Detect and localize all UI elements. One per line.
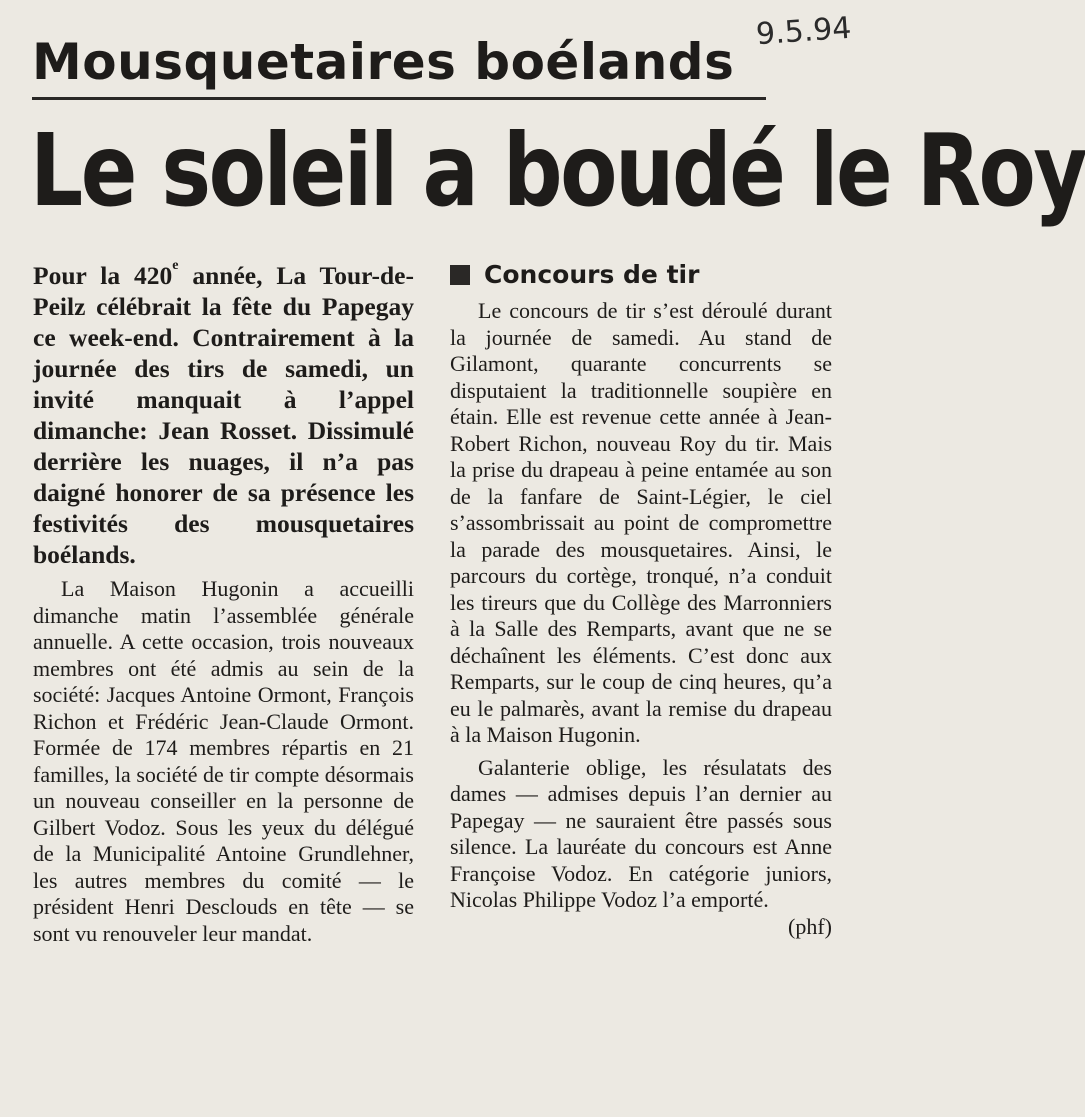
- square-bullet-icon: [450, 265, 470, 285]
- section-heading-text: Concours de tir: [484, 260, 700, 289]
- lead-text-rest: année, La Tour-de-Peilz célébrait la fête du Papegay ce week-end. Contrairement à la journée des tirs de samedi, un invité manquait à l’appel dimanche: Jean Rosset. Dissimulé derrière les nuages, il n’a pas daigné honorer de sa présence les festivités des mousquetaires boélands.: [33, 261, 414, 569]
- left-column: [33, 260, 414, 947]
- author-signature: (phf): [788, 913, 832, 939]
- handwritten-date: 9.5.94: [754, 10, 853, 53]
- right-body-paragraph-1: Le concours de tir s’est déroulé durant la journée de samedi. Au stand de Gilamont, quarante concurrents se disputaient la traditionnelle soupière en étain. Elle est revenue cette année à Jean-Robert Richon, nouveau Roy du tir. Mais la prise du drapeau à peine entamée au son de la fanfare de Saint-Légier, le ciel s’assombrissait au point de compromettre la parade des mousquetaires. Ainsi, le parcours du cortège, tronqué, n’a conduit les tireurs que du Collège des Marronniers à la Salle des Remparts, avant que ne se déchaînent les éléments. C’est donc aux Remparts, sur le coup de cinq heures, qu’a eu le palmarès, avant la remise du drapeau à la Maison Hugonin.: [450, 298, 832, 747]
- lead-text-start: Pour la 420: [33, 261, 173, 290]
- right-column: [450, 258, 832, 940]
- headline: Le soleil a boudé le Roy: [30, 112, 1085, 229]
- title-rule: [32, 97, 766, 100]
- ordinal-superscript: e: [172, 258, 179, 273]
- left-body-paragraph: La Maison Hugonin a accueilli dimanche matin l’assemblée générale annuelle. A cette occasion, trois nouveaux membres ont été admis au sein de la société: Jacques Antoine Ormont, François Richon et Frédéric Jean-Claude Ormont. Formée de 174 membres répartis en 21 familles, la société de tir compte désormais un nouveau conseiller en la personne de Gilbert Vodoz. Sous les yeux du délégué de la Municipalité Antoine Grundlehner, les autres membres du comité — le président Henri Desclouds en tête — se sont vu renouveler leur mandat.: [33, 576, 414, 946]
- section-heading: [450, 258, 832, 292]
- lead-paragraph: [33, 260, 414, 570]
- kicker-title: Mousquetaires boélands: [32, 33, 735, 91]
- right-body-paragraph-2-text: Galanterie oblige, les résulatats des dames — admises depuis l’an dernier au Papegay — ne sauraient être passés sous silence. La lauréate du concours est Anne Françoise Vodoz. En catégorie juniors, Nicolas Philippe Vodoz l’a emporté.: [450, 754, 832, 912]
- right-body-paragraph-2: [450, 754, 832, 939]
